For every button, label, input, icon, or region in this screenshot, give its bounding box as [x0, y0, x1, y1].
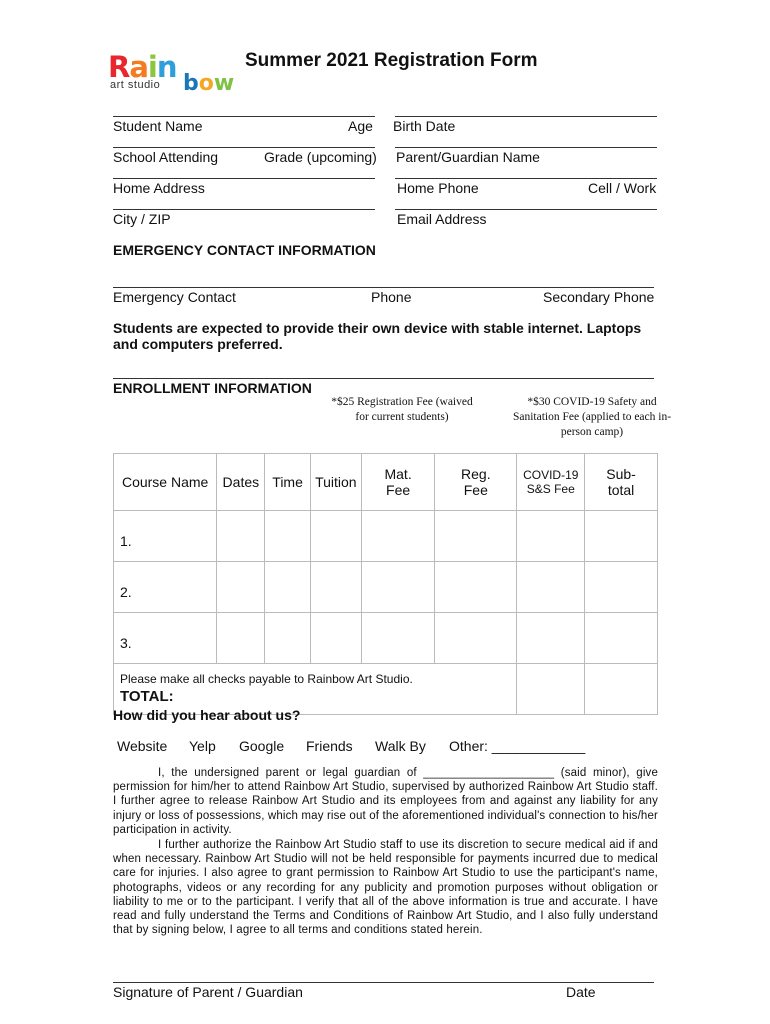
option-google[interactable]: Google [239, 738, 285, 754]
registration-fee-note: *$25 Registration Fee (waived for current students) [331, 396, 473, 423]
field-line[interactable] [113, 209, 375, 210]
city-label: City / ZIP [113, 211, 171, 227]
table-cell[interactable] [585, 613, 658, 664]
email-label: Email Address [397, 211, 487, 227]
field-line[interactable] [113, 287, 654, 288]
birth-date-label: Birth Date [393, 118, 456, 134]
page-title: Summer 2021 Registration Form [245, 50, 538, 71]
table-header-row [114, 454, 658, 511]
covid-fee-note: *$30 COVID-19 Safety and Sanitation Fee (applied to each in-person camp) [512, 396, 672, 438]
header-mat-fee: Mat. Fee [361, 454, 434, 511]
cell-label: Cell / Work [588, 180, 657, 196]
header-course: Course Name [114, 454, 217, 511]
signature-line[interactable] [113, 982, 654, 983]
table-cell[interactable] [435, 613, 517, 664]
waiver-paragraph-2: I further authorize the Rainbow Art Studio staff to use its discretion to secure medical aid if and when necessary. Rainbow Art Studio will not be held responsible for payments incurred due to medical care for injuries. I also agree to grant permission to Rainbow Art Studio to use the participant's name, photographs, videos or any recording for any publicity and promotion purposes without obligation or liability to me or to the participant. I verify that all of the above information is true and accurate. I have read and fully understand the Terms and Conditions of Rainbow Art Studio, and I also fully understand that by signing below, I agree to all terms and conditions stated herein. [113, 839, 658, 937]
table-row [114, 511, 658, 562]
school-label: School Attending [113, 149, 219, 165]
total-value-cell[interactable] [585, 664, 658, 715]
logo-subtitle: art studio [110, 79, 161, 91]
student-name-label: Student Name [113, 118, 203, 134]
field-line[interactable] [395, 147, 657, 148]
table-row [114, 613, 658, 664]
table-cell[interactable] [217, 562, 265, 613]
emergency-heading: EMERGENCY CONTACT INFORMATION [113, 242, 376, 258]
header-time: Time [265, 454, 310, 511]
rainbow-logo [108, 50, 243, 95]
header-reg-fee: Reg. Fee [435, 454, 517, 511]
waiver-paragraph-1: I, the undersigned parent or legal guardian of ____________________ (said minor), give permission for him/her to attend Rainbow Art Studio, supervised by authorized Rainbow Art Studio staff. I further agree to release Rainbow Art Studio and its employees from and against any liability for any injury or loss of possessions, which may rise out of the aforementioned individual's connection to his/her participation in activity. [113, 767, 658, 836]
home-phone-label: Home Phone [397, 180, 479, 196]
row-number: 1. [114, 511, 217, 562]
option-website[interactable]: Website [117, 738, 168, 754]
table-cell[interactable] [310, 613, 361, 664]
table-cell[interactable] [217, 511, 265, 562]
logo-rain: Rain [108, 50, 177, 84]
table-cell[interactable] [435, 562, 517, 613]
table-cell[interactable] [361, 613, 434, 664]
header-dates: Dates [217, 454, 265, 511]
row-number: 2. [114, 562, 217, 613]
table-cell[interactable] [217, 613, 265, 664]
field-line[interactable] [395, 209, 657, 210]
checks-note: Please make all checks payable to Rainbow Art Studio. [120, 672, 413, 686]
signature-label: Signature of Parent / Guardian [113, 984, 303, 1000]
field-line[interactable] [113, 147, 375, 148]
table-cell[interactable] [361, 511, 434, 562]
table-cell[interactable] [585, 511, 658, 562]
table-cell[interactable] [585, 562, 658, 613]
table-cell[interactable] [265, 562, 310, 613]
table-cell[interactable] [517, 511, 585, 562]
field-line[interactable] [113, 178, 375, 179]
option-friends[interactable]: Friends [306, 738, 353, 754]
device-note: Students are expected to provide their own device with stable internet. Laptops and computers preferred. [113, 320, 642, 352]
total-label: TOTAL: [120, 688, 174, 705]
table-cell[interactable] [265, 511, 310, 562]
table-cell[interactable] [310, 562, 361, 613]
table-cell[interactable] [517, 562, 585, 613]
secondary-phone-label: Secondary Phone [543, 289, 655, 305]
date-label: Date [566, 984, 596, 1000]
table-cell[interactable] [517, 613, 585, 664]
logo-bow: bow [183, 71, 235, 96]
table-cell[interactable] [310, 511, 361, 562]
age-label: Age [348, 118, 373, 134]
header-subtotal: Sub-total [585, 454, 658, 511]
table-cell[interactable] [435, 511, 517, 562]
table-row [114, 562, 658, 613]
field-line[interactable] [395, 116, 657, 117]
field-line[interactable] [395, 178, 657, 179]
row-number: 3. [114, 613, 217, 664]
table-cell[interactable] [517, 664, 585, 715]
enrollment-heading: ENROLLMENT INFORMATION [113, 380, 312, 396]
table-cell[interactable] [361, 562, 434, 613]
field-line[interactable] [113, 116, 375, 117]
parent-label: Parent/Guardian Name [396, 149, 540, 165]
header-covid-fee: COVID-19 S&S Fee [517, 454, 585, 511]
hear-question: How did you hear about us? [113, 707, 301, 723]
address-label: Home Address [113, 180, 205, 196]
emergency-phone-label: Phone [371, 289, 412, 305]
table-cell[interactable] [265, 613, 310, 664]
divider [113, 378, 654, 379]
option-walk-by[interactable]: Walk By [375, 738, 426, 754]
option-yelp[interactable]: Yelp [189, 738, 216, 754]
header-tuition: Tuition [310, 454, 361, 511]
option-other[interactable]: Other: ____________ [449, 738, 586, 754]
emergency-contact-label: Emergency Contact [113, 289, 236, 305]
enrollment-table [113, 453, 658, 715]
grade-label: Grade (upcoming) [264, 149, 377, 165]
